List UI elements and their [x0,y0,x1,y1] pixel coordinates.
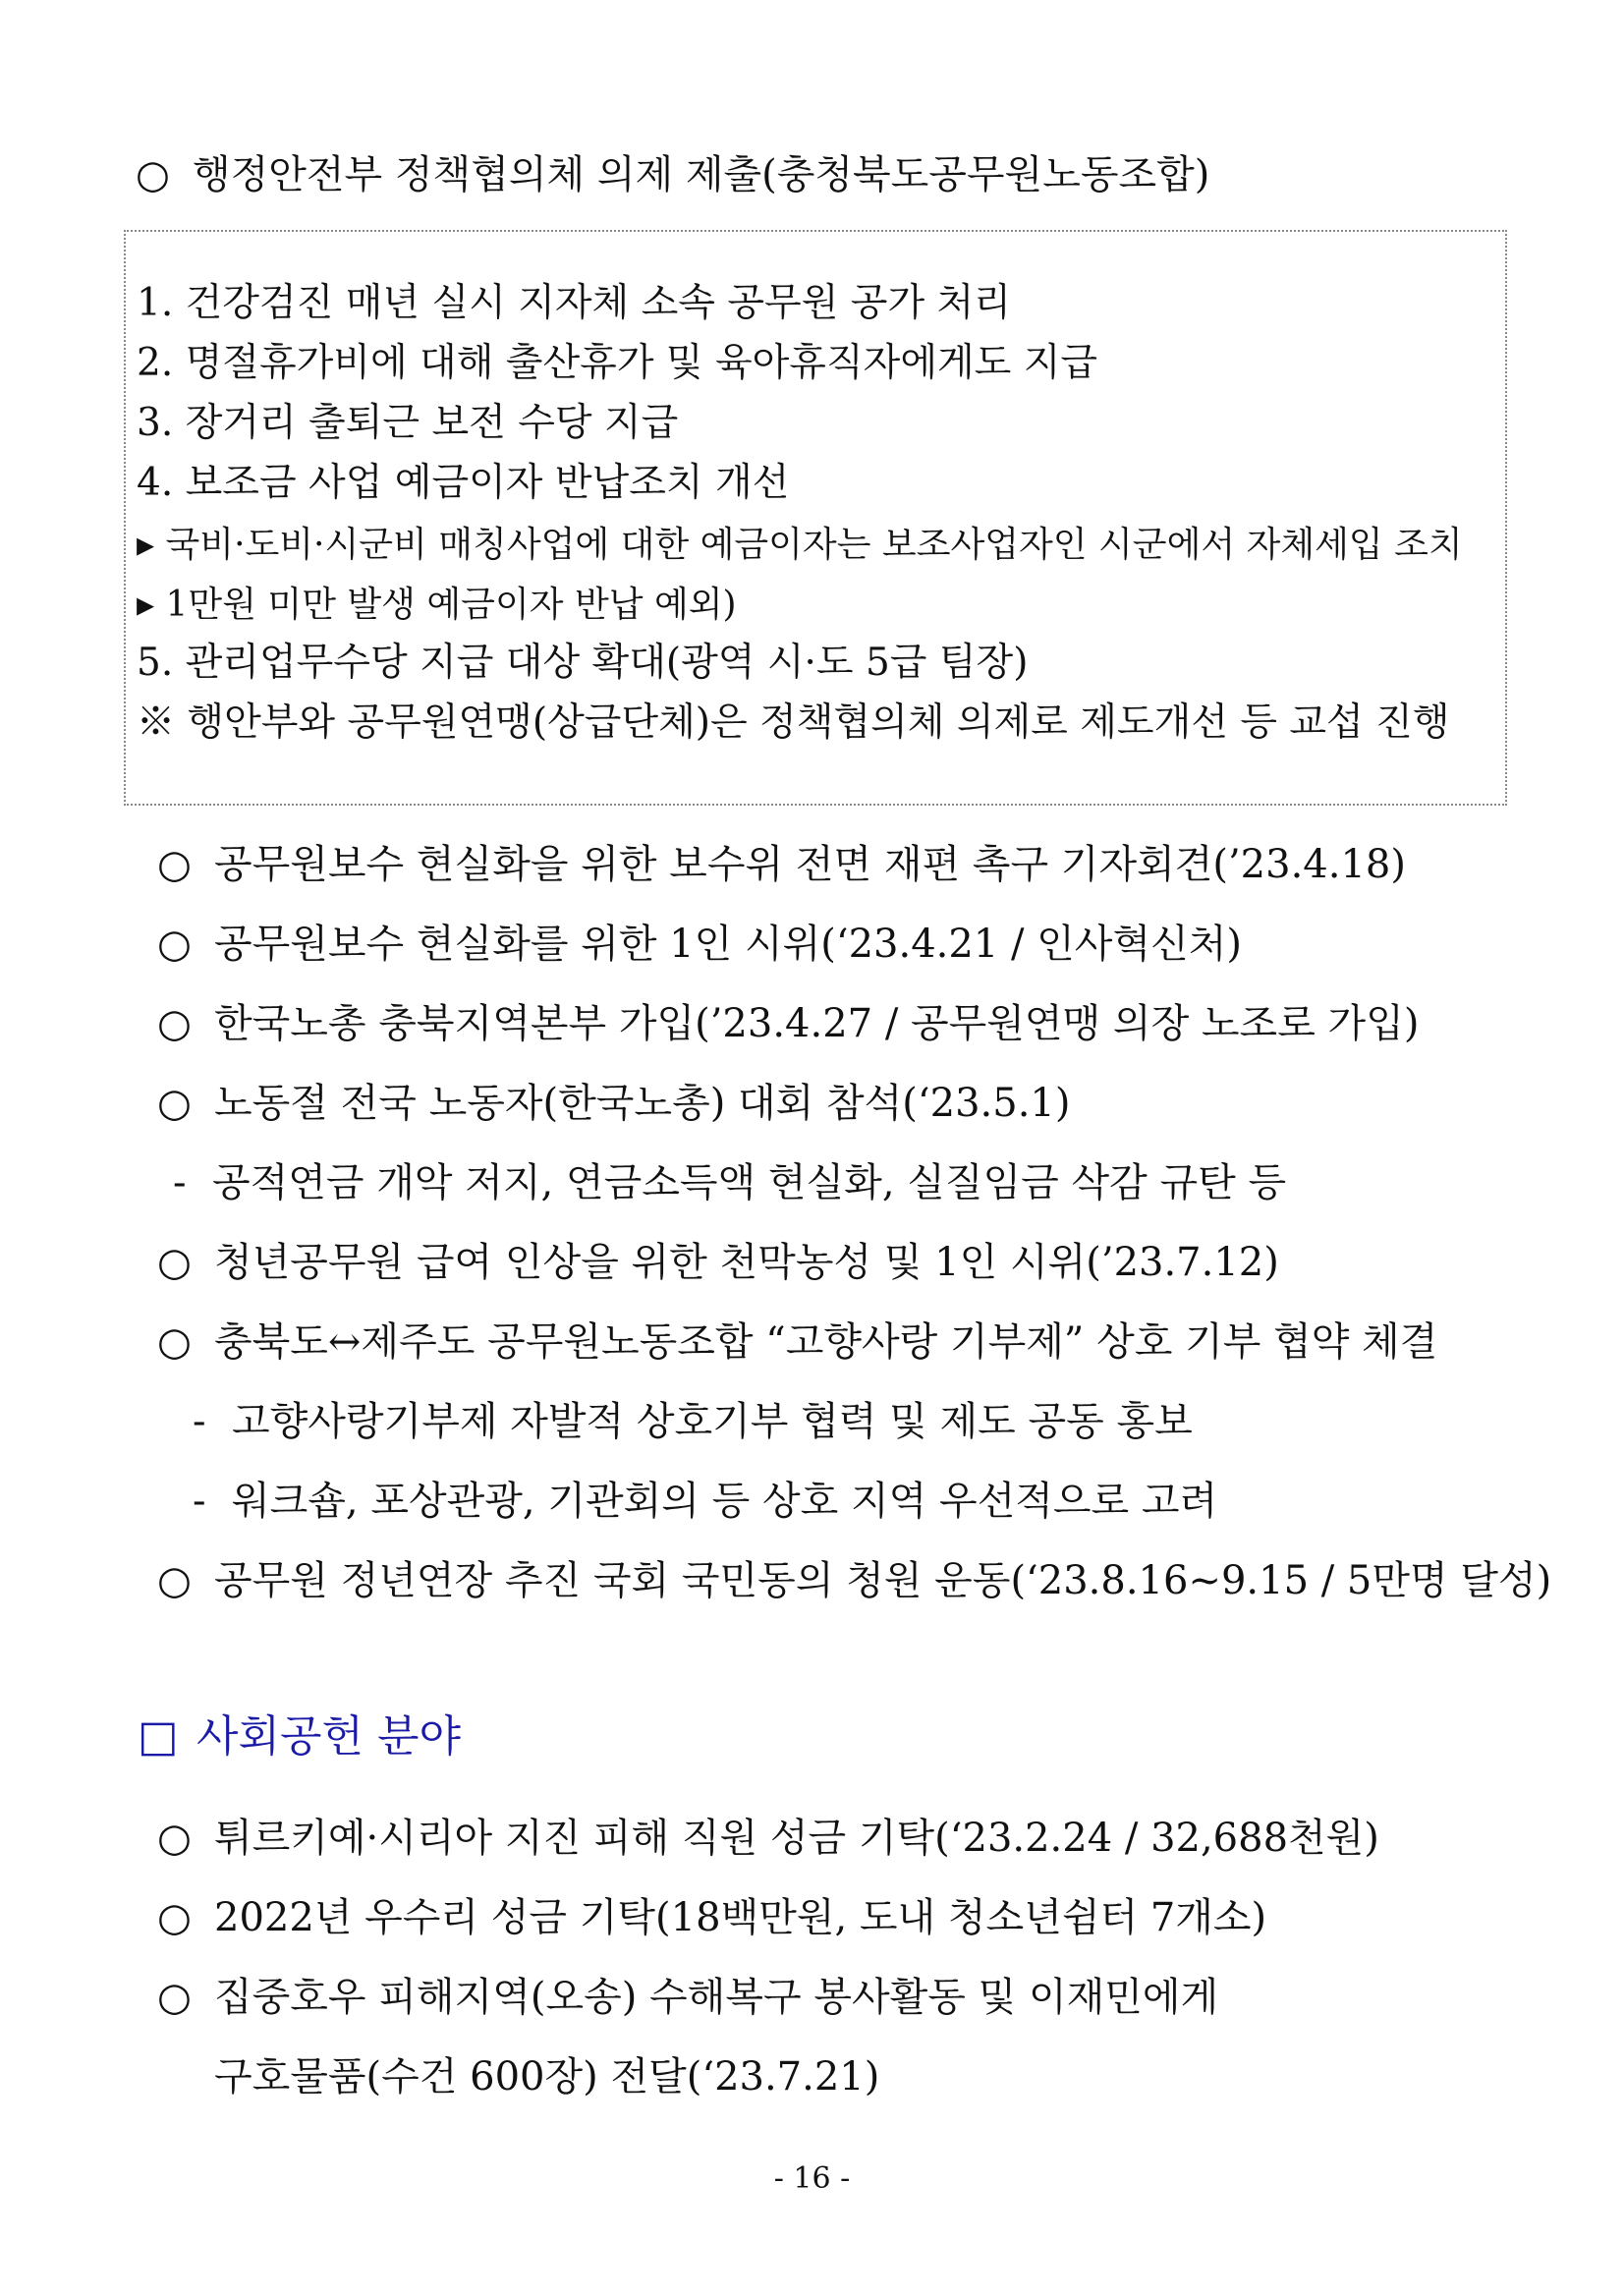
activity-detail: - 공적연금 개악 저지, 연금소득액 현실화, 실질임금 삭감 규탄 등 [173,1155,1286,1210]
activity-item: ○ 공무원보수 현실화를 위한 1인 시위(‘23.4.21 / 인사혁신처) [157,917,1242,972]
activity-item: ○ 한국노총 충북지역본부 가입(’23.4.27 / 공무원연맹 의장 노조로 가입) [157,996,1419,1051]
agenda-sub-item: ▸ 국비·도비·시군비 매칭사업에 대한 예금이자는 보조사업자인 시군에서 자체세입 조치 [137,525,1463,565]
top-item [136,147,1209,202]
circle-bullet-icon: ○ [157,842,192,887]
agenda-item: 3. 장거리 출퇴근 보전 수당 지급 [137,401,679,445]
circle-bullet-icon: ○ [136,152,170,197]
circle-bullet-icon: ○ [157,1001,192,1046]
circle-bullet-icon: ○ [157,1895,192,1940]
activity-detail: - 워크숍, 포상관광, 기관회의 등 상호 지역 우선적으로 고려 [193,1474,1217,1529]
contribution-item: ○ 2022년 우수리 성금 기탁(18백만원, 도내 청소년쉼터 7개소) [157,1890,1266,1945]
circle-bullet-icon: ○ [157,1558,192,1603]
agenda-item: 5. 관리업무수당 지급 대상 확대(광역 시·도 5급 팀장) [137,641,1029,685]
top-item-text: 행정안전부 정책협의체 의제 제출(충청북도공무원노동조합) [193,152,1210,197]
contribution-item: ○ 집중호우 피해지역(오송) 수해복구 봉사활동 및 이재민에게 [157,1970,1218,2025]
dash-bullet-icon: - [193,1479,206,1524]
circle-bullet-icon: ○ [157,1975,192,2020]
circle-bullet-icon: ○ [157,1240,192,1285]
activity-item: ○ 공무원 정년연장 추진 국회 국민동의 청원 운동(‘23.8.16~9.15 / 5만명 달성) [157,1553,1551,1608]
agenda-note: ※ 행안부와 공무원연맹(상급단체)은 정책협의체 의제로 제도개선 등 교섭 진행 [137,700,1450,745]
dash-bullet-icon: - [193,1399,206,1444]
agenda-item: 2. 명절휴가비에 대해 출산휴가 및 육아휴직자에게도 지급 [137,341,1098,385]
agenda-sub-item: ▸ 1만원 미만 발생 예금이자 반납 예외) [137,585,737,625]
page-number: - 16 - [773,2161,851,2196]
circle-bullet-icon: ○ [157,1816,192,1861]
activity-item: ○ 공무원보수 현실화을 위한 보수위 전면 재편 촉구 기자회견(’23.4.18) [157,837,1406,892]
activity-item: ○ 청년공무원 급여 인상을 위한 천막농성 및 1인 시위(’23.7.12) [157,1235,1279,1290]
activity-detail: - 고향사랑기부제 자발적 상호기부 협력 및 제도 공동 홍보 [193,1394,1193,1449]
section-heading [138,1709,461,1764]
activity-item: ○ 노동절 전국 노동자(한국노총) 대회 참석(‘23.5.1) [157,1076,1070,1131]
circle-bullet-icon: ○ [157,1081,192,1126]
circle-bullet-icon: ○ [157,922,192,967]
square-marker-icon: □ [138,1711,179,1762]
contribution-continuation: 구호물품(수건 600장) 전달(‘23.7.21) [214,2054,880,2100]
agenda-box [124,230,1507,806]
section-title: 사회공헌 분야 [196,1711,462,1762]
dash-bullet-icon: - [173,1160,187,1205]
agenda-item: 4. 보조금 사업 예금이자 반납조치 개선 [137,461,790,505]
circle-bullet-icon: ○ [157,1319,192,1365]
agenda-item: 1. 건강검진 매년 실시 지자체 소속 공무원 공가 처리 [137,281,1011,325]
contribution-item: ○ 튀르키예·시리아 지진 피해 직원 성금 기탁(‘23.2.24 / 32,688천원) [157,1811,1379,1866]
activity-item: ○ 충북도↔제주도 공무원노동조합 “고향사랑 기부제” 상호 기부 협약 체결 [157,1315,1437,1370]
